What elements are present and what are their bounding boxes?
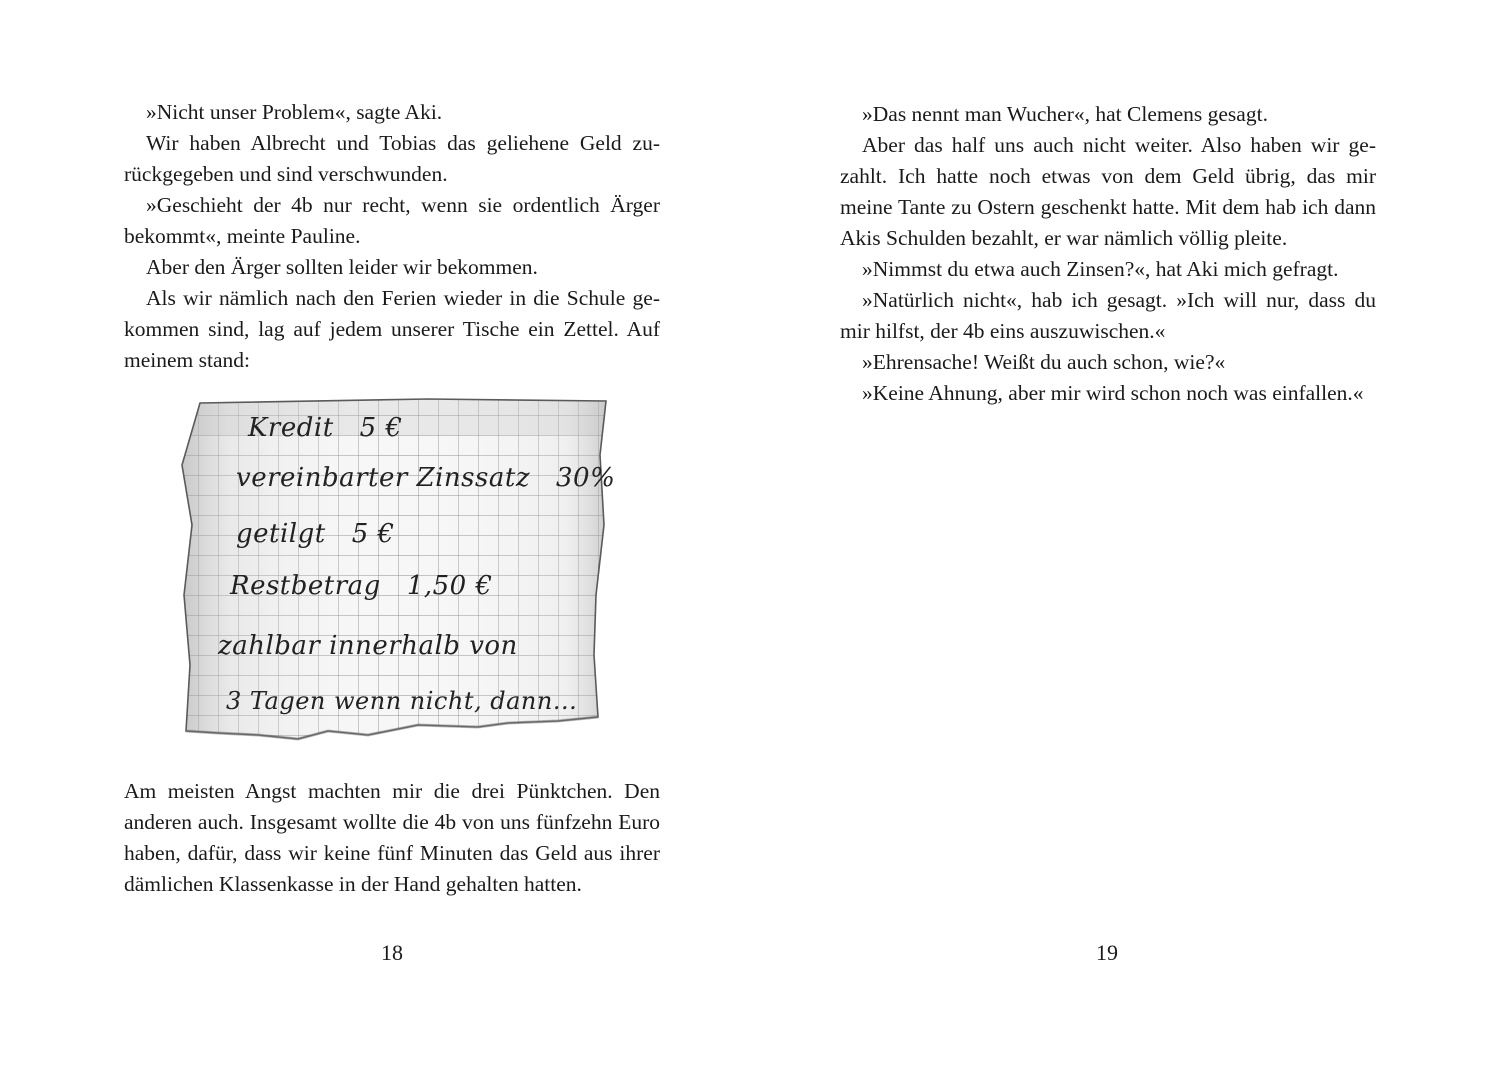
paragraph: Aber das half uns auch nicht weiter. Also haben wir gezahlt. Ich hatte noch etwas von dem Geld übrig, das mir meine Tante zu Ostern geschenkt hatte. Mit dem hab ich dann Akis Schulden bezahlt, er war nämlich völlig pleite. — [840, 133, 1376, 250]
note-line: vereinbarter Zinssatz 30% — [236, 463, 616, 493]
paragraph: Wir haben Albrecht und Tobias das geliehene Geld zurückgegeben und sind verschwunden. — [124, 131, 660, 186]
paragraph: »Das nennt man Wucher«, hat Clemens gesagt. — [862, 102, 1268, 126]
note-line: getilgt 5 € — [236, 519, 395, 549]
paragraph: »Ehrensache! Weißt du auch schon, wie?« — [862, 350, 1226, 374]
handwritten-note-illustration — [178, 395, 616, 751]
paragraph: »Natürlich nicht«, hab ich gesagt. »Ich will nur, dass du mir hilfst, der 4b eins auszuwischen.« — [840, 288, 1376, 343]
note-line: 3 Tagen wenn nicht, dann... — [226, 687, 578, 715]
paragraph: Am meisten Angst machten mir die drei Pünktchen. Den anderen auch. Insgesamt wollte die 4b von uns fünfzehn Euro haben, dafür, dass wir keine fünf Minuten das Geld aus ihrer dämlichen Klassenkasse in der Hand gehalten hatten. — [124, 779, 660, 896]
paragraph: »Nicht unser Problem«, sagte Aki. — [146, 100, 443, 124]
note-line: Restbetrag 1,50 € — [230, 571, 493, 601]
paragraph: Aber den Ärger sollten leider wir bekommen. — [146, 255, 538, 279]
right-page-text — [840, 99, 1376, 409]
paragraph: Als wir nämlich nach den Ferien wieder in die Schule gekommen sind, lag auf jedem unserer Tische ein Zettel. Auf meinem stand: — [124, 286, 660, 372]
note-line: zahlbar innerhalb von — [218, 631, 518, 661]
left-page-top-text — [124, 97, 660, 376]
page-number: 18 — [381, 940, 403, 965]
paragraph: »Nimmst du etwa auch Zinsen?«, hat Aki mich gefragt. — [862, 257, 1339, 281]
paragraph: »Geschieht der 4b nur recht, wenn sie ordentlich Ärger bekommt«, meinte Pauline. — [124, 193, 660, 248]
note-line: Kredit 5 € — [248, 413, 403, 443]
left-page-bottom-text — [124, 776, 660, 900]
paragraph: »Keine Ahnung, aber mir wird schon noch was einfallen.« — [862, 381, 1364, 405]
page-number: 19 — [1096, 940, 1118, 965]
right-page — [750, 0, 1500, 1086]
